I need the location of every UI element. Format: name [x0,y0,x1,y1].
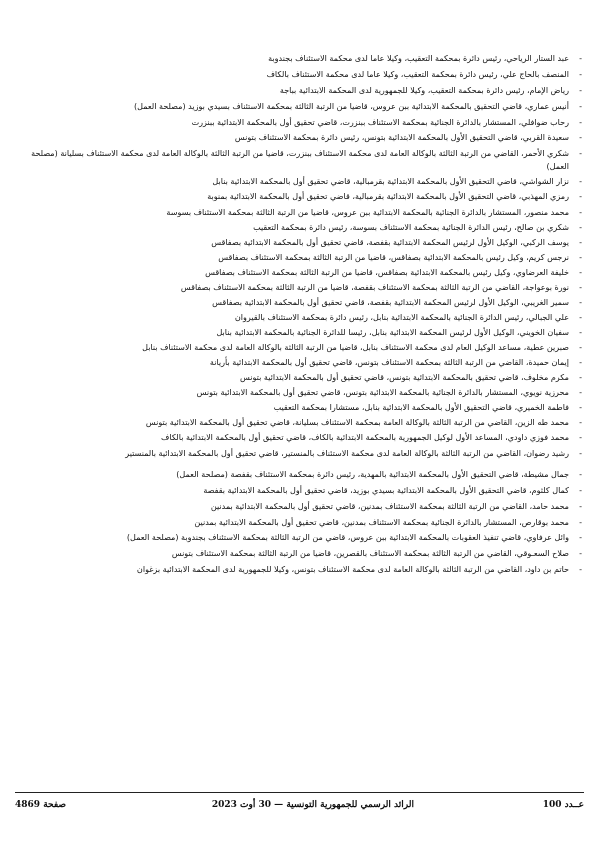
footer-divider [15,792,584,793]
decree-list [15,53,584,580]
list-item: - إيمان حميدة، القاضي من الرتبة الثالثة بمحكمة الاستئناف بتونس، قاضي تحقيق أول بالمحكمة الابتدائية بأريانة [209,358,582,368]
list-item: - محمد فوزي داودي، المساعد الأول لوكيل الجمهورية بالمحكمة الابتدائية بالكاف، قاضي تحقيق أول بالمحكمة الابتدائية بالكاف [161,433,582,443]
list-item: - أنيس عماري، قاضي التحقيق بالمحكمة الابتدائية ببن عروس، قاضيا من الرتبة الثالثة بمحكمة الاستئناف بسيدي بوزيد (مصلحة العمل) [134,101,582,111]
list-item: - خليفة العرضاوي، وكيل رئيس بالمحكمة الابتدائية بصفاقس، قاضيا من الرتبة الثالثة بمحكمة الاستئناف بصفاقس [205,267,582,277]
list-item: - نزار الشواشي، قاضي التحقيق الأول بالمحكمة الابتدائية بقرمبالية، قاضي تحقيق أول بالمحكمة الابتدائية بنابل [212,177,582,187]
list-item: - يوسف الركبي، الوكيل الأول لرئيس المحكمة الابتدائية بقفصة، قاضي تحقيق أول بالمحكمة الابتدائية بصفاقس [211,237,582,247]
list-item: - محمد حامد، القاضي من الرتبة الثالثة بمحكمة الاستئناف بمدنين، قاضي تحقيق أول بالمحكمة الابتدائية بمدنين [210,501,582,511]
list-item: - شكري الأحمر، القاضي من الرتبة الثالثة بالوكالة العامة لدى محكمة الاستئناف ببنزرت، قاضيا من الرتبة الثالثة بالوكالة العامة لدى محكمة الاستئناف بسليانة (مصلحة العمل) [31,149,582,171]
list-item: - شكري بن صالح، رئيس الدائرة الجنائية بمحكمة الاستئناف بسوسة، رئيس دائرة بمحكمة التعقيب [253,222,582,232]
list-item: - المنصف بالحاج علي، رئيس دائرة بمحكمة التعقيب، وكيلا عاما لدى محكمة الاستئناف بالكاف [266,69,582,79]
list-item: - محمد بوقارص، المستشار بالدائرة الجنائية بمحكمة الاستئناف بمدنين، قاضي تحقيق أول بالمحكمة الابتدائية بمدنين [194,517,582,527]
list-item: - رشيد رضوان، القاضي من الرتبة الثالثة بالوكالة العامة لدى محكمة الاستئناف بالمنستير، قاضي تحقيق أول بالمحكمة الابتدائية بالمنستير [125,448,582,458]
list-item: - محرزية نويوي، المستشار بالدائرة الجنائية بالمحكمة الابتدائية بتونس، قاضي تحقيق أول بالمحكمة الابتدائية بتونس [196,388,582,398]
list-item: - كمال كلثوم، قاضي التحقيق الأول بالمحكمة الابتدائية بسيدي بوزيد، قاضي تحقيق أول بالمحكمة الابتدائية بقفصة [203,486,582,496]
list-item: - سعيدة القربي، قاضي التحقيق الأول بالمحكمة الابتدائية بتونس، رئيس دائرة بمحكمة الاستئناف بتونس [234,133,582,143]
list-item: - حاتم بن داود، القاضي من الرتبة الثالثة بالوكالة العامة لدى محكمة الاستئناف بتونس، وكيلا للجمهورية لدى المحكمة الابتدائية بزغوان [136,564,582,574]
issue-number: عــدد 100 [542,800,584,810]
list-item: - نرجس كريم، وكيل رئيس بالمحكمة الابتدائية بصفاقس، قاضيا من الرتبة الثالثة بمحكمة الاستئناف بصفاقس [218,252,582,262]
page-number: صفحة 4869 [15,800,67,810]
list-item: - مكرم مخلوف، قاضي تحقيق بالمحكمة الابتدائية بتونس، قاضي تحقيق أول بالمحكمة الابتدائية بتونس [240,373,582,383]
list-item: - محمد طه الزين، القاضي من الرتبة الثالثة بالوكالة العامة بمحكمة الاستئناف بسليانة، قاضي تحقيق أول بالمحكمة الابتدائية بتونس [145,418,582,428]
list-item: - علي الجبالي، رئيس الدائرة الجنائية بالمحكمة الابتدائية بنابل، رئيس دائرة بمحكمة الاستئناف بالقيروان [234,312,582,322]
list-item: - نورة بوعواجة، القاضي من الرتبة الثالثة بمحكمة الاستئناف بقفصة، قاضيا من الرتبة الثالثة بمحكمة الاستئناف بصفاقس [180,282,582,292]
list-item: - سمير الغريبي، الوكيل الأول لرئيس المحكمة الابتدائية بقفصة، قاضي تحقيق أول بالمحكمة الابتدائية بصفاقس [212,297,582,307]
list-item: - عبد الستار الرياحي، رئيس دائرة بمحكمة التعقيب، وكيلا عاما لدى محكمة الاستئناف بجندوبة [268,54,582,63]
list-item: - فاطمة الخميري، قاضي التحقيق الأول بالمحكمة الابتدائية بنابل، مستشارا بمحكمة التعقيب [273,403,582,413]
list-item: - صبرين عطية، مساعد الوكيل العام لدى محكمة الاستئناف بنابل، قاضيا من الرتبة الثالثة بالوكالة العامة لدى محكمة الاستئناف بنابل [142,343,582,353]
list-item: - رمزي المهذبي، قاضي التحقيق الأول بالمحكمة الابتدائية بقرمبالية، قاضي تحقيق أول بالمحكمة الابتدائية بمنوبة [207,192,582,202]
list-item: - رياض الإمام، رئيس دائرة بمحكمة التعقيب، وكيلا للجمهورية لدى المحكمة الابتدائية بباجة [279,85,582,95]
list-item: - رحاب ضوافلي، المستشار بالدائرة الجنائية بمحكمة الاستئناف ببنزرت، قاضي تحقيق أول بالمحكمة الابتدائية ببنزرت [191,117,582,127]
list-item: - محمد منصور، المستشار بالدائرة الجنائية بالمحكمة الابتدائية ببن عروس، قاضيا من الرتبة الثالثة بمحكمة الاستئناف بسوسة [166,207,582,217]
gazette-title: الرائد الرسمي للجمهورية التونسية — 30 أوت 2023 [211,800,414,810]
list-item: - سفيان الخويني، الوكيل الأول لرئيس المحكمة الابتدائية بنابل، رئيسا للدائرة الجنائية بالمحكمة الابتدائية بنابل [216,328,582,338]
list-item: - جمال مشيطة، قاضي التحقيق الأول بالمحكمة الابتدائية بالمهدية، رئيس دائرة بمحكمة الاستئناف بقفصة (مصلحة العمل) [176,470,582,480]
list-item: - صلاح السعـوقي، القاضي من الرتبة الثالثة بمحكمة الاستئناف بالقصرين، قاضيا من الرتبة الثالثة بمحكمة الاستئناف بتونس [171,549,582,559]
list-item: - وائل عرفاوي، قاضي تنفيذ العقوبات بالمحكمة الابتدائية ببن عروس، قاضي من الرتبة الثالثة بمحكمة الاستئناف بجندوبة (مصلحة العمل) [126,533,582,543]
